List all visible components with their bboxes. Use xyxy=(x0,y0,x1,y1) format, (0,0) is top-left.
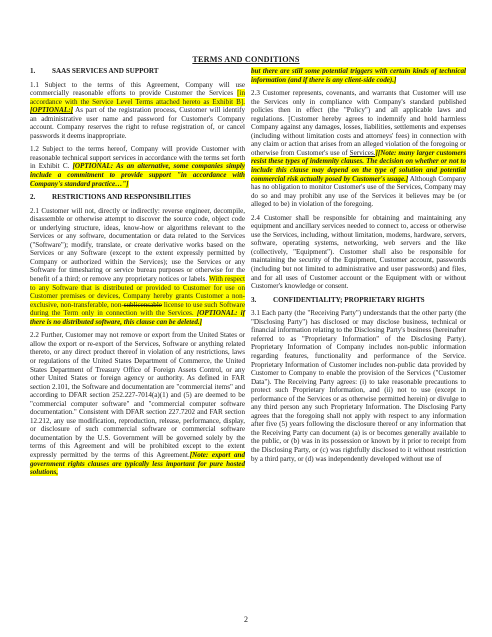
clause-2-1 xyxy=(30,207,245,327)
clause-2-3 xyxy=(251,89,466,209)
page-number: 2 xyxy=(244,615,248,624)
left-column xyxy=(30,67,245,482)
drafting-note: ][Note: many larger customers resist these types of indemnity clauses. The decision on whether or not to include this clause may depend on the type of solution and potential commercial risk actually posed by Customer's usage.] xyxy=(251,148,466,183)
optional-note: [OPTIONAL: As an alternative, some companies simply include a commitment to provide support "in accordance with Company's standard practice…"] xyxy=(30,162,245,188)
clause-2-2-continued xyxy=(251,67,466,84)
section-title: SAAS SERVICES AND SUPPORT xyxy=(52,67,159,75)
underlined-text: Services. xyxy=(349,148,376,157)
clause-text: Although Company has no obligation to monitor Customer's use of the Services, Company may do so and may prohibit any use of the Services it believes may be (or alleged to be) in violation of the foregoing. xyxy=(251,174,466,209)
section-3-heading xyxy=(251,296,466,305)
section-number: 3. xyxy=(251,295,257,304)
clause-text: 2.2 Further, Customer may not remove or export from the United States or allow the export or re-export of the Services, Software or anything related thereto, or any direct product thereof in violation of any restrictions, laws or regulations of the United States Department of Commerce, the United States Department of Treasury Office of Foreign Assets Control, or any other United States or foreign agency or authority. As defined in FAR section 2.101, the Software and documentation are "commercial items" and according to DFAR section 252.227-7014(a)(1) and (5) are deemed to be "commercial computer software" and "commercial computer software documentation." Consistent with DFAR section 227.7202 and FAR section 12.212, any use modification, reproduction, release, performance, display, or disclosure of such commercial software or commercial software documentation by the U.S. Government will be governed solely by the terms of this Agreement and will be prohibited except to the extent expressly permitted by the terms of this Agreement. xyxy=(30,331,245,459)
clause-text: As part of the registration process, Customer will identify an administrative user name and password for Customer's Company account. Company reserves the right to refuse registration of, or cancel passwords it deems inappropriate. xyxy=(30,106,245,140)
section-1-heading xyxy=(30,67,245,76)
right-column xyxy=(251,67,466,468)
section-title: RESTRICTIONS AND RESPONSIBILITIES xyxy=(52,193,191,202)
drafting-note: [Note: export and government rights clauses are typically less important for pure hosted solutions, xyxy=(30,450,246,477)
clause-text: 1.2 Subject to the terms hereof, Company will provide Customer with reasonable technical support services in accordance with the terms set forth in Exhibit C. xyxy=(30,145,245,171)
section-title: CONFIDENTIALITY; PROPRIETARY RIGHTS xyxy=(273,295,425,304)
struck-text: sublicensable xyxy=(123,300,162,309)
section-number: 1. xyxy=(30,67,36,75)
clause-3-1: 3.1 Each party (the "Receiving Party") understands that the other party (the "Disclosing Party") has disclosed or may disclose business, technical or financial information relating to the Disclosing Party's business (hereinafter referred to as "Proprietary Information" of the Disclosing Party). Proprietary Information of Company includes non-public information regarding features, functionality and performance of the Service. Proprietary Information of Customer includes non-public data provided by Customer to Company to enable the provision of the Services ("Customer Data"). The Receiving Party agrees: (i) to take reasonable precautions to protect such Proprietary Information, and (ii) not to use (except in performance of the Services or as otherwise permitted herein) or divulge to any third person any such Proprietary Information. The Disclosing Party agrees that the foregoing shall not apply with respect to any information after five (5) years following the disclosure thereof or any information that the Receiving Party can document (a) is or becomes generally available to the public, or (b) was in its possession or known by it prior to receipt from the Disclosing Party, or (c) was rightfully disclosed to it without restriction by a third party, or (d) was independently developed without use of xyxy=(251,309,466,463)
clause-1-1 xyxy=(30,81,245,141)
clause-2-2 xyxy=(30,331,245,476)
highlighted-text: With respect to any Software that is distributed or provided to Customer for use on Customer premises or devices, Company hereby grants Customer a non-exclusive, non-transferable, non- xyxy=(30,275,245,309)
section-2-heading xyxy=(30,193,245,202)
clause-1-2 xyxy=(30,145,245,188)
highlighted-text: [in accordance with the Service Level Terms attached hereto as Exhibit B]. xyxy=(30,89,245,106)
clause-text: 1.1 Subject to the terms of this Agreement, Company will use commercially reasonable efforts to provide Customer the Services xyxy=(30,80,245,98)
optional-note: [OPTIONAL:] xyxy=(30,106,73,115)
drafting-note: but there are still some potential triggers with certain kinds of technical information (and if there is any client-side code).] xyxy=(251,67,466,84)
page-title: TERMS AND CONDITIONS xyxy=(192,55,300,64)
clause-text: 2.3 Customer represents, covenants, and warrants that Customer will use the Services only in compliance with Company's standard published policies then in effect (the "Policy") and all applicable laws and regulations. [Customer hereby agrees to indemnify and hold harmless Company against any damages, losses, liabilities, settlements and expenses (including without limitation costs and attorneys' fees) in connection with any claim or action that arises from an alleged violation of the foregoing or otherwise from Customer's use of xyxy=(251,89,466,157)
optional-note: [OPTIONAL: if there is no distributed software, this clause can be deleted.] xyxy=(30,309,245,326)
section-number: 2. xyxy=(30,193,36,202)
clause-text: 2.1 Customer will not, directly or indirectly: reverse engineer, decompile, disassemble or otherwise attempt to discover the source code, object code or underlying structure, ideas, know-how or algorithms relevant to the Services or any software, documentation or data related to the Services ("Software"); modify, translate, or create derivative works based on the Services or any Software (except to the extent expressly permitted by Company or authorized within the Services); use the Services or any Software for timesharing or service bureau purposes or otherwise for the benefit of a third; or remove any proprietary notices or labels. xyxy=(30,206,245,284)
highlighted-text: license to use such Software during the Term only in connection with the Services. xyxy=(30,300,245,318)
clause-2-4: 2.4 Customer shall be responsible for obtaining and maintaining any equipment and ancillary services needed to connect to, access or otherwise use the Services, including, without limitation, modems, hardware, servers, software, operating systems, networking, web servers and the like (collectively, "Equipment"). Customer shall also be responsible for maintaining the security of the Equipment, Customer account, passwords (including but not limited to administrative and user passwords) and files, and for all uses of Customer account or the Equipment with or without Customer's knowledge or consent. xyxy=(251,213,466,291)
